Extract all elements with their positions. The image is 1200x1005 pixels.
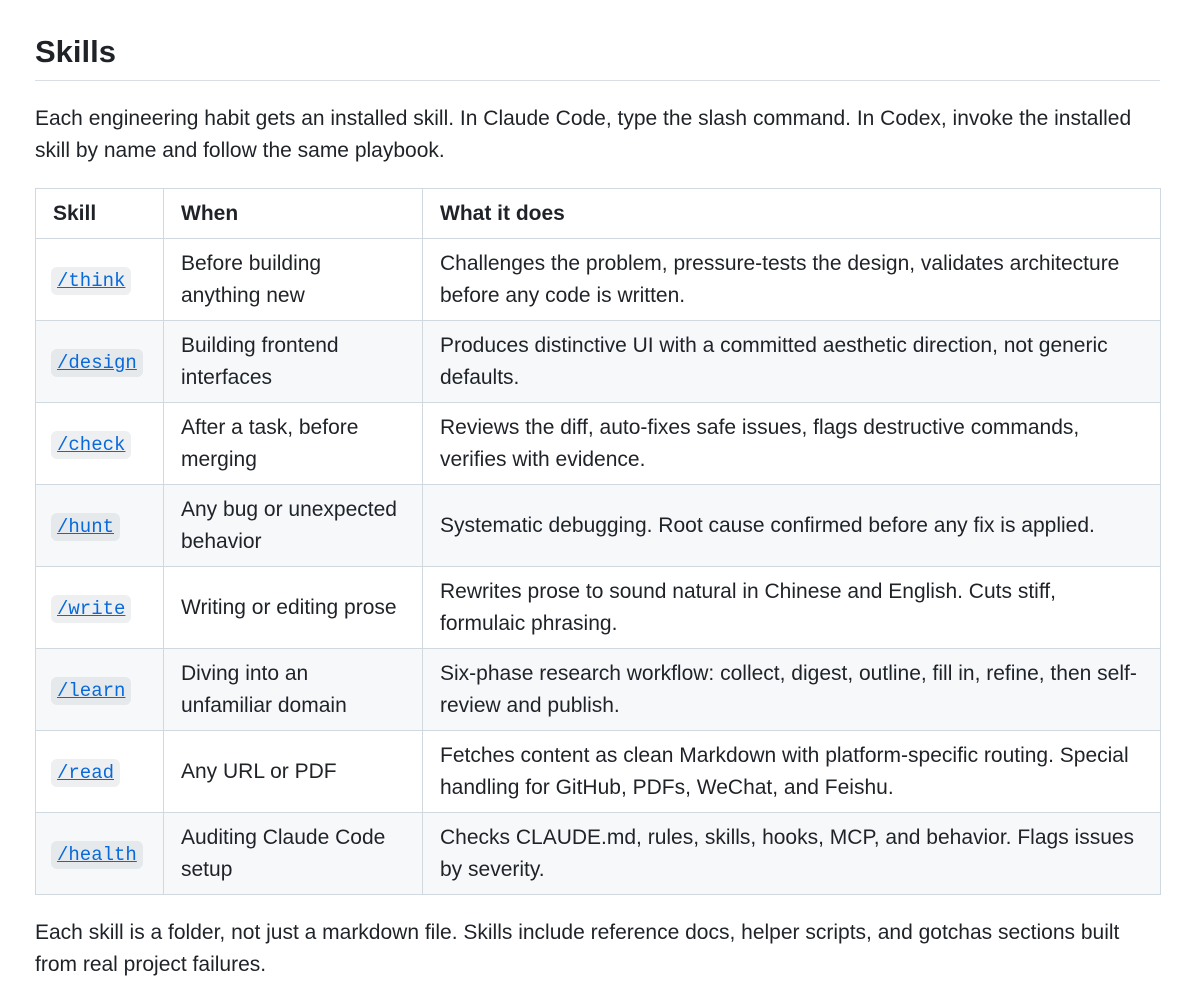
what-cell: Challenges the problem, pressure-tests the design, validates architecture before any code is written. (423, 239, 1161, 321)
what-cell: Produces distinctive UI with a committed aesthetic direction, not generic defaults. (423, 321, 1161, 403)
skill-link-health[interactable]: /health (51, 841, 143, 869)
table-row (36, 239, 1161, 321)
readme-section (35, 0, 1160, 981)
what-cell: Rewrites prose to sound natural in Chinese and English. Cuts stiff, formulaic phrasing. (423, 567, 1161, 649)
table-row (36, 403, 1161, 485)
what-cell: Fetches content as clean Markdown with platform-specific routing. Special handling for GitHub, PDFs, WeChat, and Feishu. (423, 731, 1161, 813)
skill-cell (36, 403, 164, 485)
header-what-it-does: What it does (423, 189, 1161, 239)
skill-cell (36, 649, 164, 731)
when-cell: Writing or editing prose (164, 567, 423, 649)
header-skill: Skill (36, 189, 164, 239)
what-cell: Systematic debugging. Root cause confirmed before any fix is applied. (423, 485, 1161, 567)
what-cell: Six-phase research workflow: collect, digest, outline, fill in, refine, then self-review and publish. (423, 649, 1161, 731)
skill-link-write[interactable]: /write (51, 595, 131, 623)
skill-cell (36, 567, 164, 649)
skill-link-read[interactable]: /read (51, 759, 120, 787)
table-row (36, 321, 1161, 403)
when-cell: Any URL or PDF (164, 731, 423, 813)
when-cell: Before building anything new (164, 239, 423, 321)
skill-link-learn[interactable]: /learn (51, 677, 131, 705)
when-cell: After a task, before merging (164, 403, 423, 485)
table-header-row (36, 189, 1161, 239)
skill-link-hunt[interactable]: /hunt (51, 513, 120, 541)
skill-link-think[interactable]: /think (51, 267, 131, 295)
section-heading: Skills (35, 34, 116, 69)
intro-paragraph: Each engineering habit gets an installed skill. In Claude Code, type the slash command. In Codex, invoke the installed skill by name and follow the same playbook. (35, 107, 1132, 162)
when-cell: Auditing Claude Code setup (164, 813, 423, 895)
what-cell: Reviews the diff, auto-fixes safe issues, flags destructive commands, verifies with evidence. (423, 403, 1161, 485)
heading-divider (35, 80, 1160, 81)
skill-cell (36, 731, 164, 813)
table-row (36, 731, 1161, 813)
when-cell: Building frontend interfaces (164, 321, 423, 403)
when-cell: Any bug or unexpected behavior (164, 485, 423, 567)
skill-link-check[interactable]: /check (51, 431, 131, 459)
outro-paragraph: Each skill is a folder, not just a markdown file. Skills include reference docs, helper scripts, and gotchas sections built from real project failures. (35, 921, 1120, 976)
header-when: When (164, 189, 423, 239)
table-row (36, 813, 1161, 895)
when-cell: Diving into an unfamiliar domain (164, 649, 423, 731)
skill-cell (36, 813, 164, 895)
skills-table (35, 188, 1161, 895)
what-cell: Checks CLAUDE.md, rules, skills, hooks, MCP, and behavior. Flags issues by severity. (423, 813, 1161, 895)
table-row (36, 567, 1161, 649)
skill-cell (36, 321, 164, 403)
skill-cell (36, 485, 164, 567)
skill-cell (36, 239, 164, 321)
skill-link-design[interactable]: /design (51, 349, 143, 377)
table-row (36, 649, 1161, 731)
table-row (36, 485, 1161, 567)
